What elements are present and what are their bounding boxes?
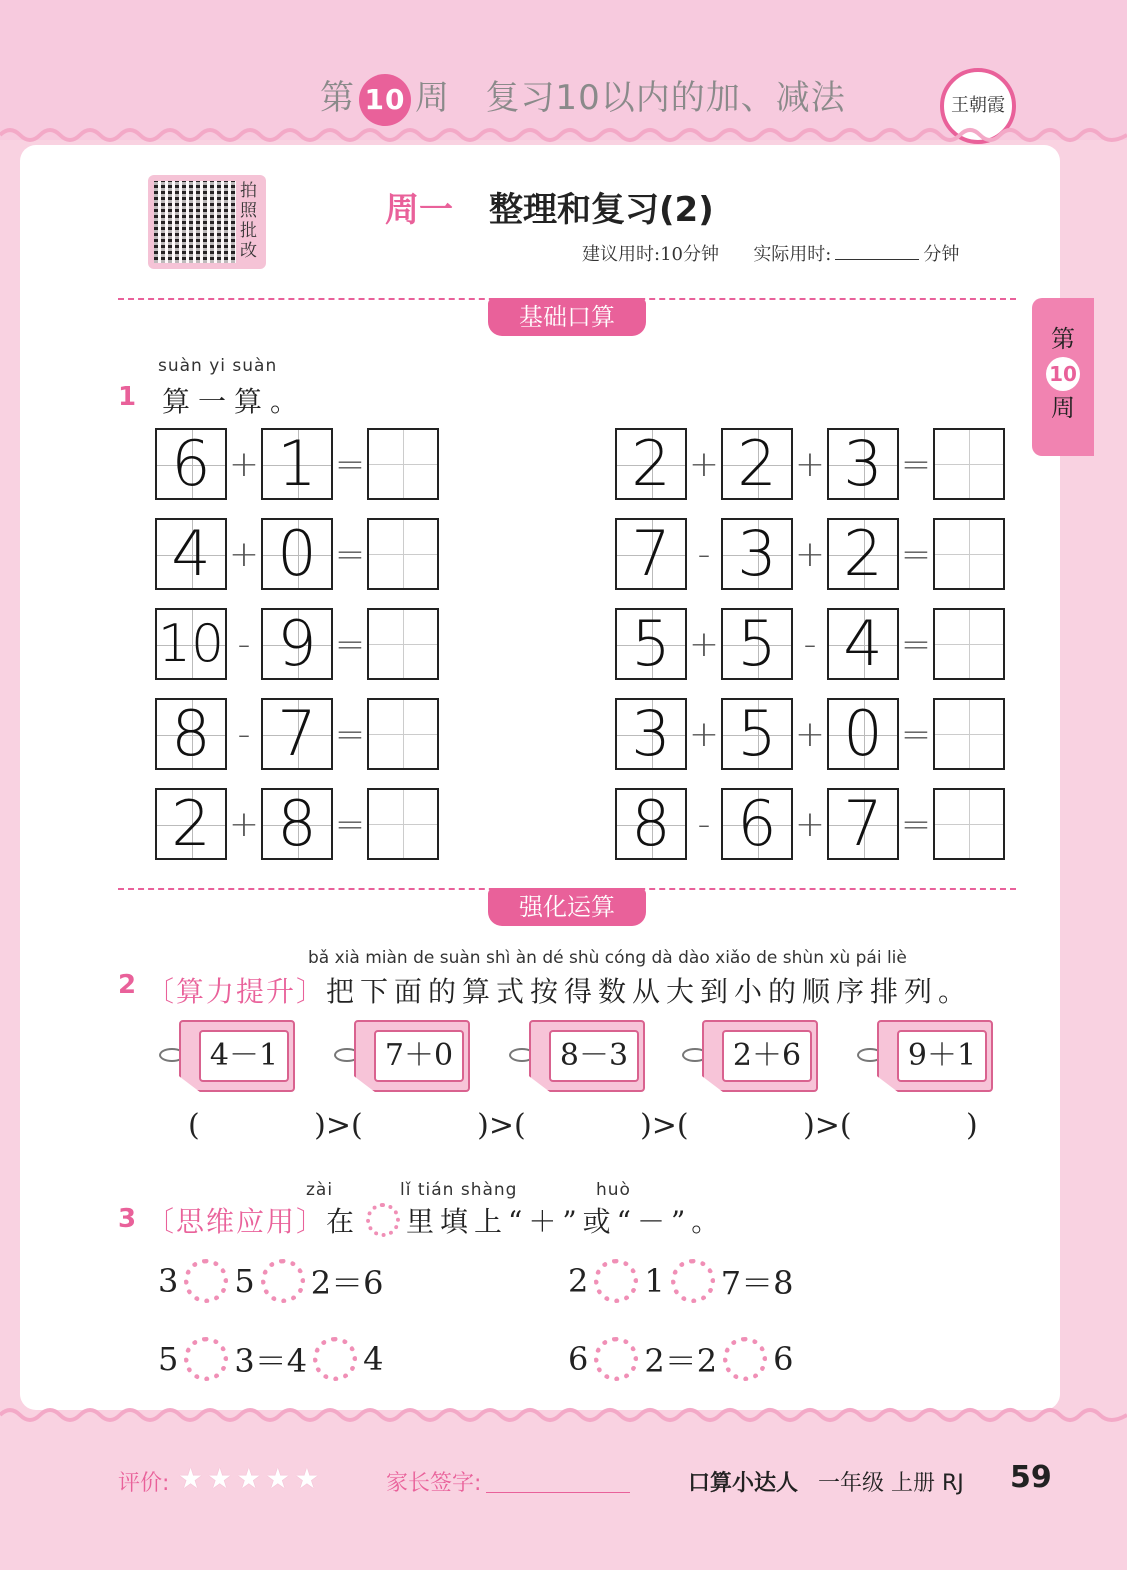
time-line: [582, 240, 959, 266]
digit-box: 5: [615, 608, 687, 680]
week-suffix: 周: [415, 78, 450, 118]
digit-box: 1: [261, 428, 333, 500]
book-grade: 一年级 上册 RJ: [818, 1471, 964, 1496]
operator-row: [158, 1336, 383, 1382]
flower-icon: [366, 1203, 400, 1237]
q2-pinyin: bǎ xià miàn de suàn shì àn dé shù cóng dà dào xiǎo de shùn xù pái liè: [308, 948, 907, 968]
answer-box[interactable]: [367, 788, 439, 860]
digit-box: 5: [721, 698, 793, 770]
q3-tag: 〔思维应用〕: [146, 1205, 327, 1238]
equation-row: [615, 518, 1005, 590]
eq-num: 7＝8: [720, 1264, 794, 1302]
operator: -: [237, 623, 251, 665]
digit-box: 7: [261, 698, 333, 770]
equation-row: [615, 608, 1005, 680]
operator: -: [697, 803, 711, 845]
digit-box: 10: [155, 608, 227, 680]
equals-sign: =: [900, 533, 932, 575]
equation-row: [155, 428, 439, 500]
actual-time-blank[interactable]: [835, 259, 919, 260]
logo-text: 王朝霞: [951, 95, 1005, 116]
eq-num: 2: [568, 1262, 589, 1300]
lesson-title: 整理和复习(2): [489, 190, 714, 230]
answer-box[interactable]: [367, 428, 439, 500]
parent-sign-blank[interactable]: [486, 1492, 630, 1493]
equation-row: [155, 518, 439, 590]
header-title: [320, 70, 846, 126]
operator-blank[interactable]: [261, 1259, 305, 1303]
q1-number: 1: [118, 382, 137, 412]
operator: +: [794, 713, 826, 755]
expression-card: [853, 1020, 993, 1092]
operator-blank[interactable]: [671, 1259, 715, 1303]
expression-text: 4－1: [199, 1030, 289, 1082]
digit-box: 6: [721, 788, 793, 860]
expression-card: [505, 1020, 645, 1092]
equals-sign: =: [900, 623, 932, 665]
q3-text-b: 里填上“＋”或“－”。: [406, 1205, 726, 1238]
eq-num: 5: [234, 1262, 255, 1300]
answer-box[interactable]: [367, 608, 439, 680]
week-prefix: 第: [320, 78, 355, 118]
equals-sign: =: [900, 713, 932, 755]
qr-code-icon[interactable]: [154, 181, 236, 263]
operator: +: [228, 803, 260, 845]
q3-pinyin-a: zài: [306, 1180, 334, 1200]
operator: +: [228, 533, 260, 575]
answer-box[interactable]: [933, 518, 1005, 590]
answer-box[interactable]: [367, 518, 439, 590]
operator-blank[interactable]: [184, 1337, 228, 1381]
equation-row: [155, 608, 439, 680]
day-title: [385, 182, 714, 231]
operator-blank[interactable]: [594, 1259, 638, 1303]
footer: [0, 1440, 1127, 1520]
answer-box[interactable]: [933, 608, 1005, 680]
eq-num: 6: [568, 1340, 589, 1378]
digit-box: 5: [721, 608, 793, 680]
eq-num: 3＝4: [234, 1342, 308, 1380]
answer-box[interactable]: [367, 698, 439, 770]
side-tab-suffix: 周: [1051, 394, 1075, 422]
parent-sign-label: 家长签字:: [386, 1471, 482, 1496]
operator-blank[interactable]: [184, 1259, 228, 1303]
expression-text: 8－3: [549, 1030, 639, 1082]
side-tab-number: 10: [1046, 357, 1080, 391]
digit-box: 4: [827, 608, 899, 680]
digit-box: 2: [721, 428, 793, 500]
digit-box: 8: [155, 698, 227, 770]
eq-num: 1: [644, 1262, 665, 1300]
digit-box: 7: [615, 518, 687, 590]
digit-box: 2: [155, 788, 227, 860]
order-answer-row[interactable]: ( )>( )>( )>( )>( ): [188, 1108, 978, 1143]
operator: +: [794, 443, 826, 485]
operator-row: [158, 1258, 383, 1304]
equals-sign: =: [900, 803, 932, 845]
equals-sign: =: [334, 443, 366, 485]
q3-number: 3: [118, 1204, 137, 1234]
operator: +: [688, 713, 720, 755]
digit-box: 8: [261, 788, 333, 860]
digit-box: 6: [155, 428, 227, 500]
digit-box: 3: [827, 428, 899, 500]
answer-box[interactable]: [933, 788, 1005, 860]
operator: +: [794, 533, 826, 575]
q3-pinyin-c: huò: [596, 1180, 631, 1200]
equation-row: [155, 788, 439, 860]
operator-row: [568, 1258, 793, 1304]
digit-box: 0: [261, 518, 333, 590]
book-info: [688, 1466, 964, 1497]
eq-num: 2＝6: [310, 1264, 384, 1302]
eq-num: 3: [158, 1262, 179, 1300]
answer-box[interactable]: [933, 698, 1005, 770]
operator-blank[interactable]: [313, 1337, 357, 1381]
section-badge-advanced: 强化运算: [488, 888, 646, 926]
week-number-badge: 10: [359, 74, 411, 126]
operator-row: [568, 1336, 793, 1382]
digit-box: 4: [155, 518, 227, 590]
qr-label: 拍照批改: [240, 181, 257, 261]
bottom-wave-border: [0, 1400, 1127, 1430]
q3-pinyin-b: lǐ tián shàng: [400, 1180, 518, 1200]
expression-card: [155, 1020, 295, 1092]
equals-sign: =: [900, 443, 932, 485]
operator: +: [688, 623, 720, 665]
equals-sign: =: [334, 713, 366, 755]
digit-box: 9: [261, 608, 333, 680]
operator: +: [688, 443, 720, 485]
digit-box: 3: [615, 698, 687, 770]
q2-tag: 〔算力提升〕: [146, 975, 327, 1008]
q1-text: 算一算。: [162, 385, 307, 418]
section-badge-basic: 基础口算: [488, 298, 646, 336]
actual-time-label: 实际用时:: [753, 244, 832, 265]
side-tab-prefix: 第: [1051, 325, 1075, 353]
q2-line: [146, 970, 972, 1010]
book-name: 口算小达人: [688, 1471, 799, 1496]
equation-row: [615, 698, 1005, 770]
side-week-tab: [1032, 298, 1094, 456]
equation-row: [615, 788, 1005, 860]
eq-num: 2＝2: [644, 1342, 718, 1380]
rating-label: 评价:: [118, 1471, 170, 1496]
operator: -: [803, 623, 817, 665]
digit-box: 3: [721, 518, 793, 590]
expression-text: 9＋1: [897, 1030, 987, 1082]
operator: -: [697, 533, 711, 575]
eq-num: 4: [363, 1340, 384, 1378]
answer-box[interactable]: [933, 428, 1005, 500]
expression-text: 2＋6: [722, 1030, 812, 1082]
equals-sign: =: [334, 803, 366, 845]
suggested-time: 建议用时:10分钟: [582, 244, 719, 265]
q3-line: [146, 1200, 725, 1240]
expression-card: [678, 1020, 818, 1092]
qr-code-block[interactable]: [148, 175, 266, 269]
q1-pinyin: suàn yi suàn: [158, 356, 278, 376]
operator-blank[interactable]: [594, 1337, 638, 1381]
expression-card: [330, 1020, 470, 1092]
equation-row: [615, 428, 1005, 500]
header-topic: 复习10以内的加、减法: [485, 78, 846, 118]
expression-text: 7＋0: [374, 1030, 464, 1082]
operator: -: [237, 713, 251, 755]
equation-row: [155, 698, 439, 770]
expression-cards: [155, 1020, 1005, 1094]
equals-sign: =: [334, 623, 366, 665]
eq-num: 5: [158, 1340, 179, 1378]
actual-time-unit: 分钟: [923, 244, 960, 265]
operator: +: [794, 803, 826, 845]
operator: +: [228, 443, 260, 485]
operator-blank[interactable]: [723, 1337, 767, 1381]
equals-sign: =: [334, 533, 366, 575]
page-number: 59: [1010, 1460, 1052, 1495]
digit-box: 7: [827, 788, 899, 860]
digit-box: 8: [615, 788, 687, 860]
digit-box: 2: [827, 518, 899, 590]
q2-text: 把下面的算式按得数从大到小的顺序排列。: [326, 975, 973, 1008]
digit-box: 2: [615, 428, 687, 500]
eq-num: 6: [773, 1340, 794, 1378]
rating-stars[interactable]: ★★★★★: [178, 1462, 324, 1495]
day-name: 周一: [385, 190, 453, 230]
digit-box: 0: [827, 698, 899, 770]
q3-text-a: 在: [326, 1205, 361, 1238]
q2-number: 2: [118, 970, 137, 1000]
